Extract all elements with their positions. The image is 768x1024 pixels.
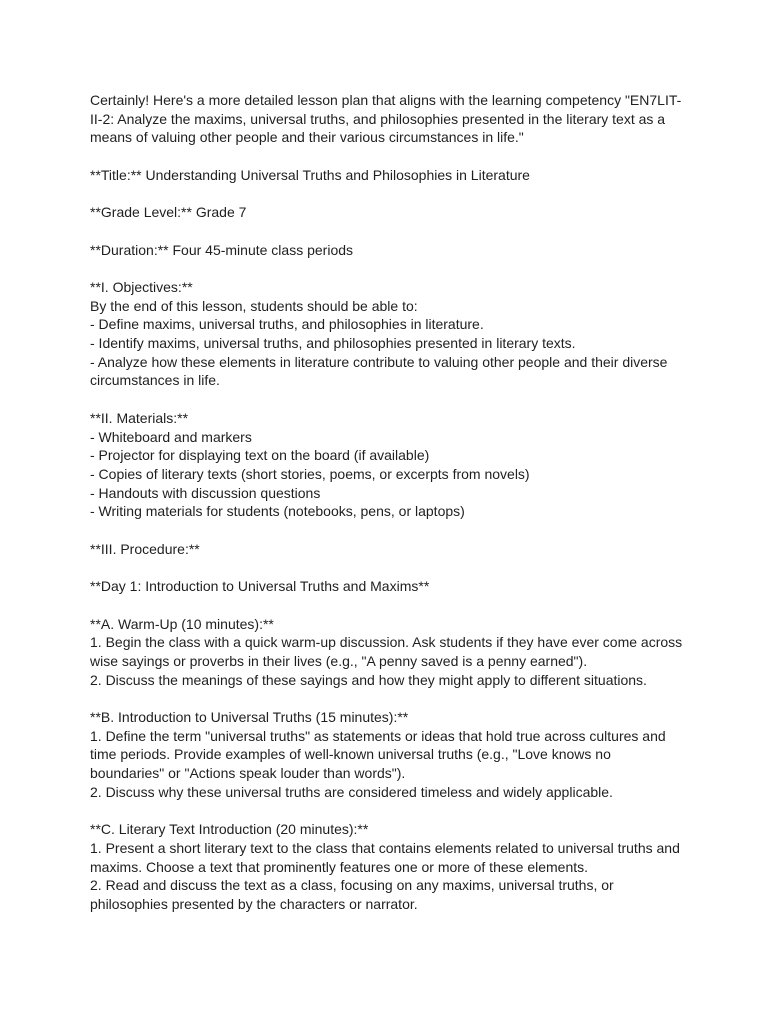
objective-item: - Analyze how these elements in literature contribute to valuing other people and their diverse	[90, 353, 668, 370]
universal-truths-line: 2. Discuss why these universal truths are considered timeless and widely applicable.	[90, 783, 613, 800]
universal-truths-line: 1. Define the term "universal truths" as statements or ideas that hold true across cultures and	[90, 727, 666, 744]
day1-heading: **Day 1: Introduction to Universal Truths and Maxims**	[90, 578, 430, 595]
material-item: - Whiteboard and markers	[90, 428, 252, 445]
intro-line: Certainly! Here's a more detailed lesson plan that aligns with the learning competency "EN7LIT-	[90, 92, 682, 108]
objective-item: - Define maxims, universal truths, and philosophies in literature.	[90, 316, 484, 333]
grade-paragraph	[90, 203, 690, 222]
warmup-line: 2. Discuss the meanings of these sayings and how they might apply to different situations.	[90, 671, 647, 688]
objective-item: circumstances in life.	[90, 372, 220, 389]
material-item: - Writing materials for students (notebooks, pens, or laptops)	[90, 503, 465, 520]
universal-truths-heading: **B. Introduction to Universal Truths (15 minutes):**	[90, 709, 409, 726]
literary-text-line: philosophies presented by the characters or narrator.	[90, 896, 418, 913]
intro-paragraph	[90, 91, 690, 147]
literary-text-line: 1. Present a short literary text to the class that contains elements related to universal truths and	[90, 839, 680, 856]
procedure-heading: **III. Procedure:**	[90, 540, 200, 557]
universal-truths-section	[90, 708, 690, 802]
duration-line: **Duration:** Four 45-minute class periods	[90, 241, 354, 258]
materials-heading: **II. Materials:**	[90, 409, 189, 426]
duration-paragraph	[90, 241, 690, 260]
material-item: - Copies of literary texts (short stories, poems, or excerpts from novels)	[90, 465, 530, 482]
grade-line: **Grade Level:** Grade 7	[90, 204, 247, 221]
day1-paragraph	[90, 577, 690, 596]
materials-section	[90, 409, 690, 521]
warmup-heading: **A. Warm-Up (10 minutes):**	[90, 615, 274, 632]
title-line: **Title:** Understanding Universal Truths and Philosophies in Literature	[90, 166, 530, 183]
objectives-section	[90, 278, 690, 390]
document-page	[90, 91, 690, 932]
procedure-paragraph	[90, 540, 690, 559]
literary-text-line: 2. Read and discuss the text as a class, focusing on any maxims, universal truths, or	[90, 877, 614, 894]
warmup-section	[90, 615, 690, 690]
literary-text-line: maxims. Choose a text that prominently features one or more of these elements.	[90, 858, 589, 875]
material-item: - Handouts with discussion questions	[90, 484, 321, 501]
objective-item: - Identify maxims, universal truths, and philosophies presented in literary texts.	[90, 335, 576, 352]
universal-truths-line: boundaries" or "Actions speak louder than words").	[90, 765, 406, 782]
literary-text-heading: **C. Literary Text Introduction (20 minutes):**	[90, 821, 369, 838]
objectives-lead: By the end of this lesson, students should be able to:	[90, 297, 418, 314]
objectives-heading: **I. Objectives:**	[90, 278, 193, 295]
universal-truths-line: time periods. Provide examples of well-known universal truths (e.g., "Love knows no	[90, 746, 611, 763]
intro-line: II-2: Analyze the maxims, universal truths, and philosophies presented in the literary text as a	[90, 110, 666, 127]
material-item: - Projector for displaying text on the board (if available)	[90, 447, 430, 464]
warmup-line: 1. Begin the class with a quick warm-up discussion. Ask students if they have ever come across	[90, 634, 683, 651]
intro-line: means of valuing other people and their various circumstances in life."	[90, 129, 524, 146]
warmup-line: wise sayings or proverbs in their lives (e.g., "A penny saved is a penny earned").	[90, 652, 588, 669]
title-paragraph	[90, 166, 690, 185]
literary-text-section	[90, 820, 690, 914]
